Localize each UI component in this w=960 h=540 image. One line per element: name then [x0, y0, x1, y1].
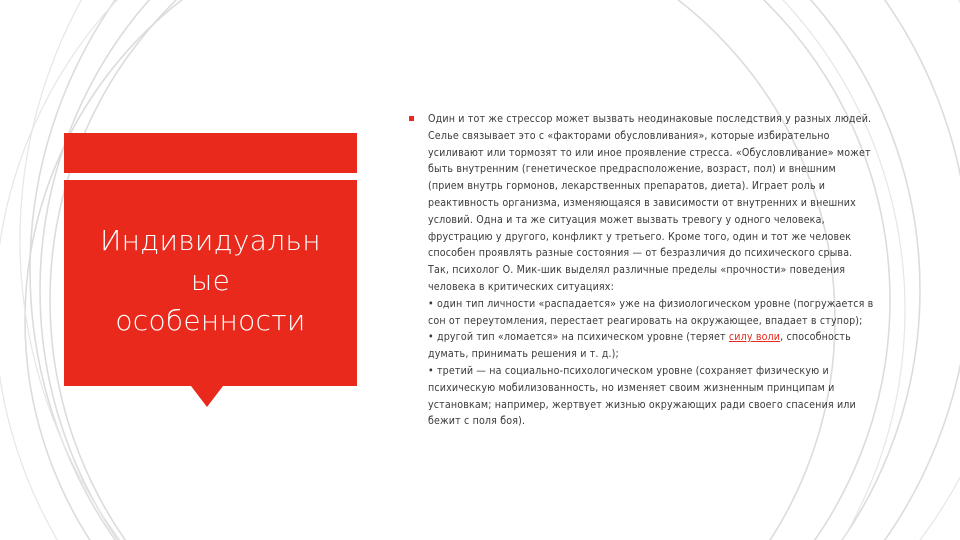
slide-title-line: Индивидуальн — [100, 224, 321, 257]
body-line: Так, психолог О. Мик-шик выделял различные пределы «прочности» поведения — [428, 264, 846, 277]
slide-title-line: ые — [190, 264, 231, 297]
accent-bar — [64, 133, 357, 173]
body-line-with-link — [428, 329, 884, 346]
willpower-link[interactable]: силу воли — [728, 331, 781, 344]
body-line: сон от переутомления, перестает реагировать на окружающее, впадает в ступор); — [428, 314, 863, 327]
body-line: реактивность организма, изменяющаяся в зависимости от внутренних и внешних — [428, 196, 856, 209]
slide-title-line: особенности — [115, 304, 306, 337]
body-line: быть внутренним (генетическое предрасположение, возраст, пол) и внешним — [428, 163, 836, 176]
body-line: человека в критических ситуациях: — [428, 280, 614, 293]
slide-title — [64, 221, 357, 341]
body-line: Один и тот же стрессор может вызвать неодинаковые последствия у разных людей. — [428, 113, 872, 125]
body-line: думать, принимать решения и т. д.); — [428, 348, 619, 361]
body-line: • один тип личности «распадается» уже на физиологическом уровне (погружается в — [428, 297, 874, 310]
body-line: психическую мобилизованность, но изменяет своим жизненным принципам и — [428, 381, 835, 394]
body-text — [428, 111, 884, 430]
body-line: усиливают или тормозят то или иное проявление стресса. «Обусловливание» может — [428, 146, 871, 159]
body-line: условий. Одна и та же ситуация может вызвать тревогу у одного человека, — [428, 213, 825, 226]
body-line: • третий — на социально-психологическом уровне (сохраняет физическую и — [428, 364, 829, 377]
bullet-square-icon — [409, 116, 414, 121]
body-line: Селье связывает это с «факторами обусловливания», которые избирательно — [428, 129, 830, 142]
body-line: установкам; например, жертвует жизнью окружающих ради своего спасения или — [428, 398, 856, 411]
body-line-segment: , способность — [780, 331, 851, 344]
body-line-segment: • другой тип «ломается» на психическом уровне (теряет — [428, 331, 729, 344]
body-line: фрустрацию у другого, конфликт у третьего. Кроме того, один и тот же человек — [428, 230, 852, 243]
body-line: способен проявлять разные состояния — от безразличия до психического срыва. — [428, 247, 853, 260]
body-line: (прием внутрь гормонов, лекарственных препаратов, диета). Играет роль и — [428, 180, 826, 193]
title-panel-pointer — [191, 386, 223, 407]
body-line: бежит с поля боя). — [428, 415, 526, 428]
